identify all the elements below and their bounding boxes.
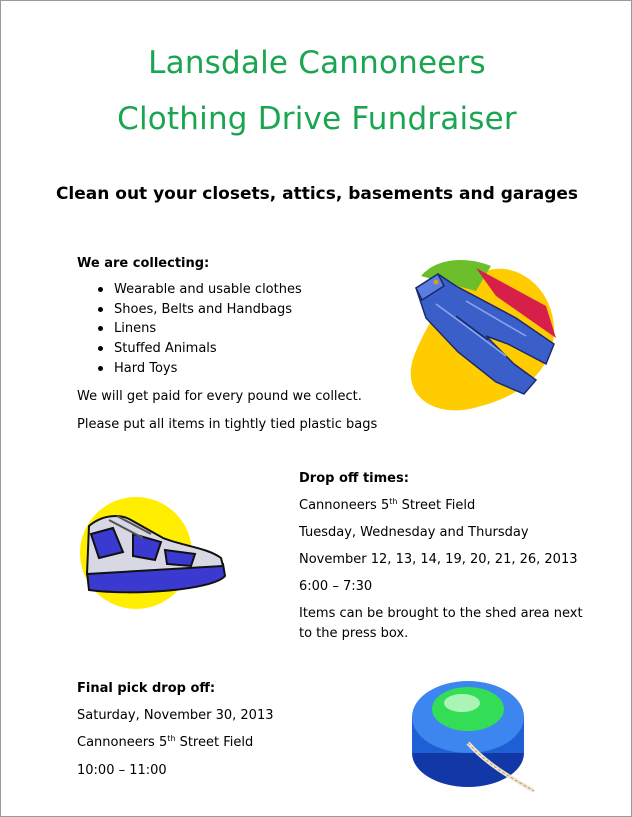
title-line-1: Lansdale Cannoneers xyxy=(148,45,486,81)
list-item: Wearable and usable clothes xyxy=(77,280,302,300)
jeans-icon xyxy=(396,256,561,416)
final-date: Saturday, November 30, 2013 xyxy=(77,708,274,723)
dropoff-location: Cannoneers 5th Street Field xyxy=(299,497,476,513)
final-location: Cannoneers 5th Street Field xyxy=(77,734,254,750)
sneaker-icon xyxy=(73,494,231,614)
yoyo-icon xyxy=(406,673,556,803)
paid-note: We will get paid for every pound we collect. xyxy=(77,389,362,404)
list-item: Stuffed Animals xyxy=(77,339,302,359)
collecting-list xyxy=(77,280,302,378)
dropoff-dates: November 12, 13, 14, 19, 20, 21, 26, 2013 xyxy=(299,552,578,567)
dropoff-note-1: Items can be brought to the shed area next xyxy=(299,606,583,621)
collecting-heading: We are collecting: xyxy=(77,256,210,271)
subtitle: Clean out your closets, attics, basements and garages xyxy=(55,184,579,204)
dropoff-heading: Drop off times: xyxy=(299,471,409,486)
list-item: Shoes, Belts and Handbags xyxy=(77,300,302,320)
final-hours: 10:00 – 11:00 xyxy=(77,763,167,778)
dropoff-days: Tuesday, Wednesday and Thursday xyxy=(299,525,529,540)
dropoff-hours: 6:00 – 7:30 xyxy=(299,579,373,594)
bag-note: Please put all items in tightly tied plastic bags xyxy=(77,417,378,432)
list-item: Linens xyxy=(77,319,302,339)
final-heading: Final pick drop off: xyxy=(77,681,216,696)
dropoff-note-2: to the press box. xyxy=(299,626,409,641)
title-line-2: Clothing Drive Fundraiser xyxy=(117,101,517,137)
list-item: Hard Toys xyxy=(77,359,302,379)
